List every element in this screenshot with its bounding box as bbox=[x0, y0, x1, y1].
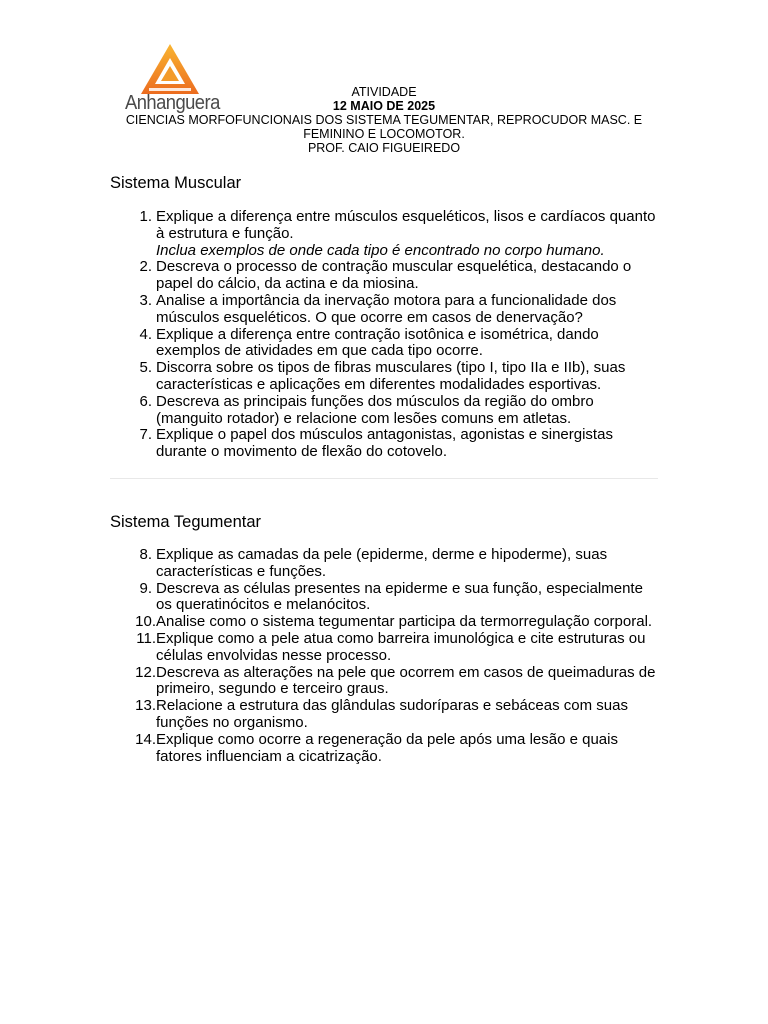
section-title-muscular: Sistema Muscular bbox=[110, 174, 242, 192]
question-item bbox=[136, 629, 656, 665]
question-text: Relacione a estrutura das glândulas sudoríparas e sebáceas com suas funções no organismo. bbox=[156, 697, 628, 731]
question-text: Explique como ocorre a regeneração da pele após uma lesão e quais fatores influenciam a cicatrização. bbox=[156, 730, 618, 765]
question-text: Discorra sobre os tipos de fibras musculares (tipo I, tipo IIa e IIb), suas características e aplicações em diferentes modalidades esportivas. bbox=[156, 359, 626, 393]
question-item bbox=[139, 325, 656, 361]
section-divider bbox=[110, 478, 658, 479]
question-text: Explique o papel dos músculos antagonistas, agonistas e sinergistas durante o movimento de flexão do cotovelo. bbox=[156, 426, 613, 461]
question-number: 3. bbox=[139, 291, 152, 309]
question-text: Explique como a pele atua como barreira imunológica e cite estruturas ou células envolvidas nesse processo. bbox=[156, 629, 646, 664]
course-title-line-2: FEMININO E LOCOMOTOR. bbox=[303, 127, 465, 141]
question-number: 11. bbox=[136, 629, 156, 647]
question-number: 5. bbox=[139, 359, 152, 377]
question-text: Descreva as principais funções dos músculos da região do ombro (manguito rotador) e relacione com lesões comuns em atletas. bbox=[156, 392, 594, 427]
question-number: 9. bbox=[139, 579, 152, 597]
question-text: Descreva o processo de contração muscular esquelética, destacando o papel do cálcio, da actina e da miosina. bbox=[156, 258, 632, 293]
question-item bbox=[135, 613, 656, 631]
question-number: 4. bbox=[139, 325, 152, 343]
question-item bbox=[139, 291, 656, 327]
question-item bbox=[139, 258, 656, 293]
question-number: 1. bbox=[139, 208, 152, 225]
question-number: 10. bbox=[135, 613, 156, 631]
course-title-line-1: CIENCIAS MORFOFUNCIONAIS DOS SISTEMA TEGUMENTAR, REPROCUDOR MASC. E bbox=[125, 113, 643, 127]
question-number: 7. bbox=[139, 426, 152, 444]
question-text: Descreva as alterações na pele que ocorrem em casos de queimaduras de primeiro, segundo e terceiro graus. bbox=[156, 663, 656, 698]
question-number: 8. bbox=[139, 546, 152, 563]
question-text: Descreva as células presentes na epiderme e sua função, especialmente os queratinócitos e melanócitos. bbox=[156, 579, 643, 614]
question-item bbox=[135, 697, 656, 732]
question-list-muscular bbox=[139, 208, 656, 461]
question-text: Explique a diferença entre contração isotônica e isométrica, dando exemplos de atividades em que cada tipo ocorre. bbox=[156, 325, 599, 360]
question-number: 14. bbox=[135, 730, 156, 748]
question-item bbox=[139, 392, 656, 428]
question-note: Inclua exemplos de onde cada tipo é encontrado no corpo humano. bbox=[156, 241, 605, 259]
question-number: 13. bbox=[135, 697, 156, 715]
section-title-tegumentar: Sistema Tegumentar bbox=[110, 513, 262, 531]
question-item bbox=[135, 730, 656, 766]
question-number: 12. bbox=[135, 663, 156, 681]
professor-name: PROF. CAIO FIGUEIREDO bbox=[307, 141, 461, 155]
logo-wordmark: Anhanguera bbox=[125, 92, 220, 114]
question-text: Explique as camadas da pele (epiderme, derme e hipoderme), suas características e funções. bbox=[156, 546, 608, 580]
activity-date: 12 MAIO DE 2025 bbox=[332, 99, 436, 113]
question-item bbox=[139, 546, 656, 581]
question-text: Analise a importância da inervação motora para a funcionalidade dos músculos esqueléticos. O que ocorre em casos de denervação? bbox=[156, 291, 617, 326]
question-list-tegumentar bbox=[135, 546, 656, 765]
question-item bbox=[135, 663, 656, 699]
activity-label: ATIVIDADE bbox=[351, 85, 417, 99]
question-number: 6. bbox=[139, 392, 152, 410]
question-item bbox=[139, 359, 656, 394]
question-item bbox=[139, 208, 656, 259]
question-text: Explique a diferença entre músculos esqueléticos, lisos e cardíacos quanto à estrutura e função. bbox=[156, 208, 656, 242]
question-text: Analise como o sistema tegumentar participa da termorregulação corporal. bbox=[156, 613, 653, 631]
question-item bbox=[139, 426, 656, 461]
document-header bbox=[108, 85, 660, 155]
question-item bbox=[139, 579, 656, 615]
question-number: 2. bbox=[139, 258, 152, 276]
